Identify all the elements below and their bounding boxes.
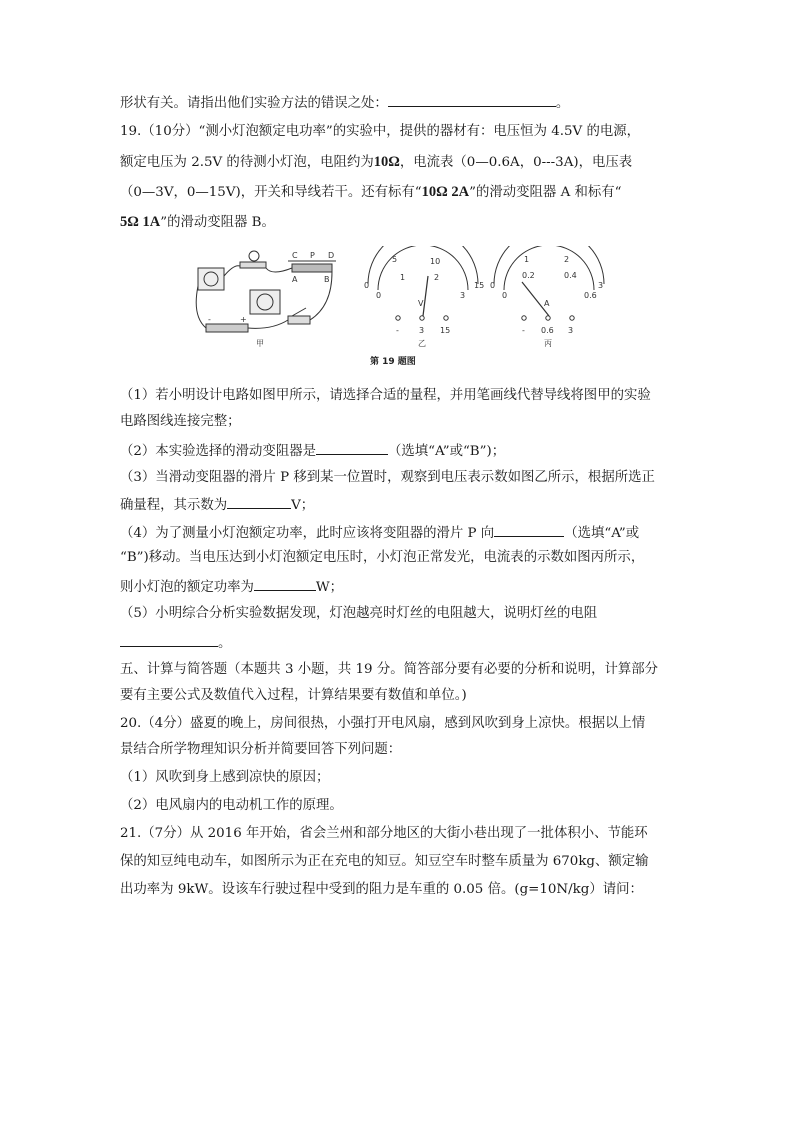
volt-outer-15: 15 [474,281,485,290]
q19-line-4: 5Ω 1A”的滑动变阻器 B。 [120,214,275,230]
battery-minus: - [208,315,211,324]
answer-blank-rheostat[interactable] [316,440,388,455]
volt-inner-1: 1 [400,273,406,282]
figure-caption: 第 19 题图 [370,357,416,367]
amp-inner-0: 0 [502,291,508,300]
voltmeter-terminals [396,316,448,320]
answer-blank-power[interactable] [254,576,316,591]
amp-outer-2: 2 [564,255,570,264]
amp-inner-02: 0.2 [522,271,535,280]
answer-blank-resistance[interactable] [120,632,218,647]
amp-term-minus: - [522,326,525,335]
ammeter-symbol: A [544,299,550,308]
rheostat-label-d: D [328,251,335,260]
label-bing: 丙 [544,339,552,348]
circuit-diagram-jia [196,251,336,332]
q19-part5-line-1: （5）小明综合分析实验数据发现，灯泡越亮时灯丝的电阻越大，说明灯丝的电阻 [120,606,598,621]
amp-outer-0: 0 [490,281,496,290]
amp-term-06: 0.6 [541,326,554,335]
amp-inner-06: 0.6 [584,291,597,300]
q19-part5-line-2: 。 [120,632,680,654]
volt-term-3: 3 [419,326,425,335]
q19-line-2: 额定电压为 2.5V 的待测小灯泡，电阻约为10Ω，电流表（0—0.6A，0---3A)，电压表 [120,154,633,170]
answer-blank[interactable] [388,92,556,107]
amp-outer-3: 3 [598,281,604,290]
rheostat-label-a: A [292,275,298,284]
ammeter-terminals [522,316,574,320]
q19-part1-line-2: 电路图线连接完整； [120,414,241,429]
volt-outer-0: 0 [364,281,370,290]
section5-heading-line-1: 五、计算与简答题（本题共 3 小题，共 19 分。简答部分要有必要的分析和说明，计算部分 [120,662,659,677]
q20-line-1: 20.（4分）盛夏的晚上，房间很热，小强打开电风扇，感到风吹到身上凉快。根据以上情 [120,716,646,731]
amp-outer-1: 1 [524,255,530,264]
q19-part4-line-3: 则小灯泡的额定功率为 W； [120,576,680,598]
figure-19 [192,246,608,368]
amp-inner-04: 0.4 [564,271,577,280]
voltmeter-symbol: V [418,299,424,308]
q21-line-3: 出功率为 9kW。设该车行驶过程中受到的阻力是车重的 0.05 倍。(g=10N/kg）请问： [120,882,643,897]
q20-sub-2: （2）电风扇内的电动机工作的原理。 [120,798,343,813]
q21-line-1: 21.（7分）从 2016 年开始，省会兰州和部分地区的大街小巷出现了一批体积小、节能环 [120,826,648,841]
label-jia: 甲 [256,339,264,348]
amp-term-3: 3 [568,326,574,335]
volt-outer-10: 10 [430,257,441,266]
q19-line-3: （0—3V，0—15V)，开关和导线若干。还有标有“10Ω 2A”的滑动变阻器 A 和标有“ [120,184,622,200]
q19-part4-line-1: （4）为了测量小灯泡额定功率，此时应该将变阻器的滑片 P 向 （选填“A”或 [120,522,680,544]
q19-part1-line-1: （1）若小明设计电路如图甲所示，请选择合适的量程，并用笔画线代替导线将图甲的实验 [120,388,651,403]
section5-heading-line-2: 要有主要公式及数值代入过程，计算结果要有数值和单位。) [120,688,467,703]
q18-tail-line: 形状有关。请指出他们实验方法的错误之处： 。 [120,92,680,114]
q19-part3-line-1: （3）当滑动变阻器的滑片 P 移到某一位置时，观察到电压表示数如图乙所示，根据所选正 [120,470,655,485]
q19-part3-line-2: 确量程，其示数为 V； [120,494,680,516]
q20-sub-1: （1）风吹到身上感到凉快的原因； [120,770,330,785]
q21-line-2: 保的知豆纯电动车，如图所示为正在充电的知豆。知豆空车时整车质量为 670kg、额定输 [120,854,649,869]
volt-inner-3: 3 [460,291,466,300]
volt-term-15: 15 [440,326,451,335]
q19-part2-line: （2）本实验选择的滑动变阻器是 （选填“A”或“B”)； [120,440,680,462]
volt-outer-5: 5 [392,255,398,264]
q19-part4-line-2: “B”)移动。当电压达到小灯泡额定电压时，小灯泡正常发光，电流表的示数如图丙所示， [120,550,645,565]
q19-line-1: 19.（10分）“测小灯泡额定电功率”的实验中，提供的器材有：电压恒为 4.5V 的电源， [120,124,641,139]
volt-inner-2: 2 [434,273,440,282]
battery-plus: + [240,315,247,324]
volt-inner-0: 0 [376,291,382,300]
q20-line-2: 景结合所学物理知识分析并简要回答下列问题： [120,742,402,757]
answer-blank-direction[interactable] [494,522,564,537]
rheostat-label-p: P [310,251,315,260]
answer-blank-voltage[interactable] [227,494,291,509]
rheostat-label-c: C [292,251,298,260]
rheostat-label-b: B [324,275,330,284]
volt-term-minus: - [396,326,399,335]
label-yi: 乙 [418,339,426,348]
